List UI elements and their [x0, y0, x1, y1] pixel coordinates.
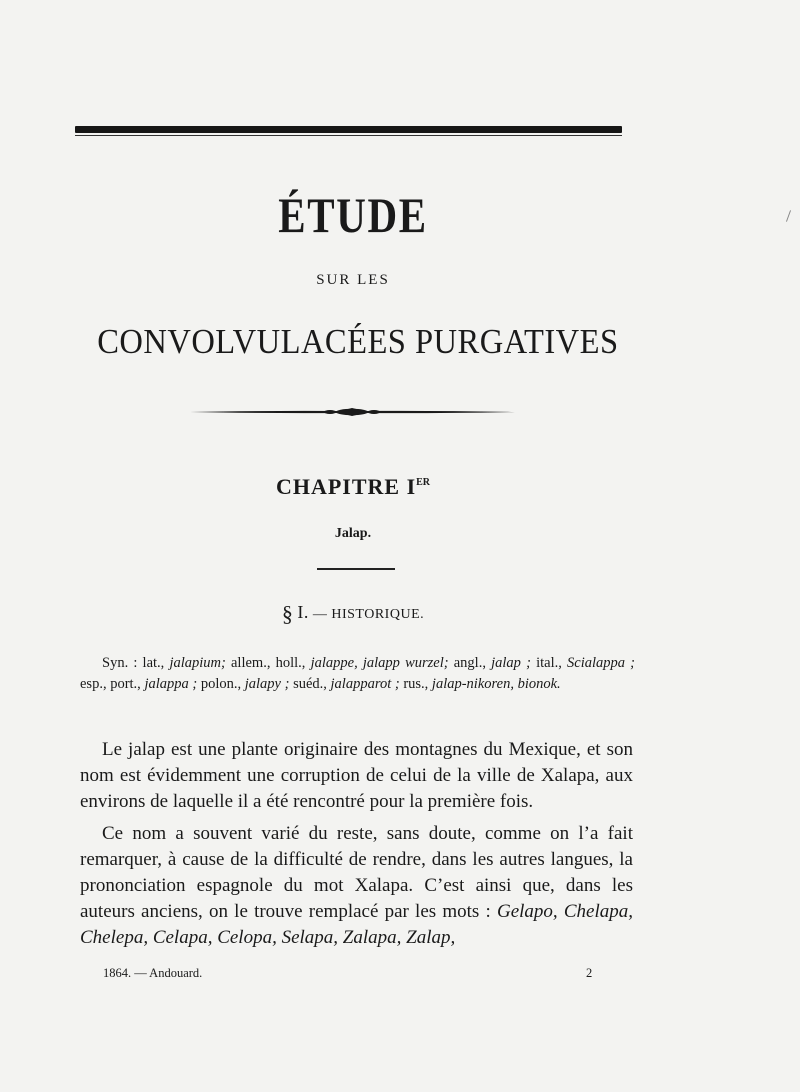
margin-mark: [786, 210, 791, 222]
synonym-run: jalap-nikoren, bionok.: [431, 676, 561, 692]
synonym-run: esp., port.,: [80, 676, 145, 692]
short-rule: [317, 568, 395, 570]
synonym-run: jalappa ;: [144, 676, 198, 692]
synonym-run: jalapium;: [169, 655, 226, 671]
body-text: [80, 737, 633, 951]
synonym-run: jalap ;: [491, 655, 531, 671]
section-sign: §: [281, 601, 294, 626]
synonyms-paragraph: [80, 653, 635, 695]
subtitle: SUR LES: [316, 272, 390, 288]
synonym-run: ital.,: [530, 655, 568, 671]
text-run: Le jalap est une plante originaire des montagnes du Mexique, et son nom est évidemment une corruption de celui de la ville de Xalapa, aux environs de laquelle il a été rencontré pour la première fois.: [80, 739, 633, 812]
main-title: CONVOLVULACÉES PURGATIVES: [97, 322, 619, 361]
section-number: I.: [297, 602, 309, 622]
synonym-run: rus.,: [399, 676, 432, 692]
synonym-run: jalappe, jalapp wurzel;: [310, 655, 449, 671]
chapter-heading: [0, 474, 706, 500]
synonym-run: Syn. : lat.,: [102, 655, 170, 671]
synonym-run: suéd.,: [289, 676, 331, 692]
chapter-subject: Jalap.: [334, 526, 372, 541]
text-run: Gelapo, Chelapa, Chelepa, Celapa, Celopa, Selapa, Zalapa, Zalap,: [80, 901, 633, 948]
synonym-run: jalapy ;: [244, 676, 290, 692]
section-title: — HISTORIQUE.: [312, 607, 425, 622]
footer-sheet-number: 2: [586, 966, 593, 980]
chapter-ordinal: ER: [416, 477, 431, 488]
body-paragraph: [80, 821, 633, 951]
title: ÉTUDE: [278, 187, 428, 243]
synonym-run: allem., holl.,: [225, 655, 311, 671]
body-paragraph: [80, 737, 633, 815]
synonym-run: angl.,: [448, 655, 492, 671]
synonym-run: jalapparot ;: [330, 676, 400, 692]
synonym-run: Scialappa ;: [567, 655, 635, 671]
section-heading: [0, 601, 706, 627]
top-double-rule: [75, 126, 622, 133]
chapter-label: CHAPITRE I: [275, 474, 417, 499]
text-run: Ce nom a souvent varié du reste, sans doute, comme on l’a fait remarquer, à cause de la difficulté de rendre, dans les autres langues, la prononciation espagnole du mot Xalapa. C’est ainsi que, dans les auteurs anciens, on le trouve remplacé par les mots :: [80, 823, 633, 922]
footer-signature: 1864. — Andouard.: [103, 966, 203, 980]
ornamental-rule: [190, 405, 515, 419]
synonym-run: polon.,: [197, 676, 245, 692]
